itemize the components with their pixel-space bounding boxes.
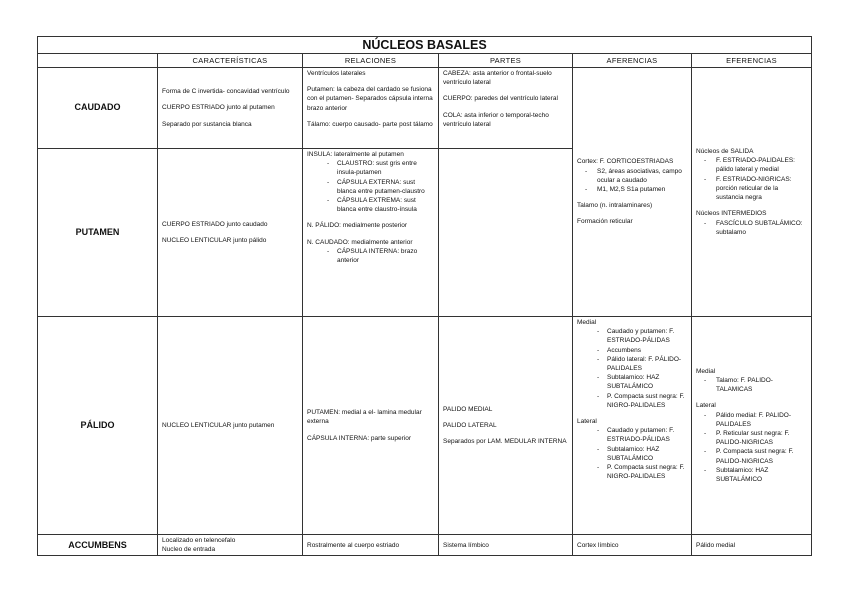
- text-line: PUTAMEN: medial a el- lamina medular externa: [307, 409, 422, 426]
- caudado-relaciones: [303, 68, 439, 149]
- text-line: Medial: [696, 367, 716, 375]
- text-line: Forma de C invertida- concavidad ventrículo: [162, 88, 290, 96]
- text-line: Formación reticular: [577, 218, 633, 226]
- row-palido: [38, 317, 812, 535]
- list-item: - Talamo: F. PALIDO-TALAMICAS: [696, 376, 807, 394]
- text-line: Cortex: F. CORTICOESTRIADAS: [577, 158, 674, 166]
- accumbens-caracteristicas: [158, 535, 303, 556]
- accumbens-relaciones: Rostralmente al cuerpo estriado: [303, 535, 439, 556]
- caudado-putamen-eferencias: [692, 68, 812, 317]
- text-line: CÁPSULA INTERNA: parte superior: [307, 434, 412, 442]
- text-line: NUCLEO LENTICULAR junto pálido: [162, 237, 267, 244]
- text-line: Separados por LAM. MEDULAR INTERNA: [443, 438, 567, 446]
- text-line: Separado por sustancia blanca: [162, 120, 252, 128]
- list-item: - P. Compacta sust negra: F. NIGRO-PALIDALES: [577, 463, 687, 481]
- putamen-caracteristicas: [158, 149, 303, 317]
- text-line: Núcleos de SALIDA: [696, 148, 754, 156]
- row-accumbens: [38, 535, 812, 556]
- header-empty: [38, 54, 158, 68]
- text-line: PALIDO LATERAL: [443, 421, 497, 429]
- palido-relaciones: [303, 317, 439, 535]
- list-item: - Caudado y putamen: F. ESTRIADO-PÁLIDAS: [577, 426, 687, 444]
- text-line: CUERPO ESTRIADO junto al putamen: [162, 104, 275, 112]
- row-label-accumbens: ACCUMBENS: [38, 535, 158, 556]
- text-line: Nucleo de entrada: [162, 546, 216, 554]
- header-aferencias: AFERENCIAS: [573, 54, 692, 68]
- row-label-palido: PÁLIDO: [38, 317, 158, 535]
- list-item: - P. Compacta sust negra: F. PALIDO-NIGRICAS: [696, 447, 807, 465]
- accumbens-aferencias: Cortex límbico: [573, 535, 692, 556]
- list-item: - FASCÍCULO SUBTALÁMICO: subtalamo: [696, 219, 807, 237]
- list-item: - CLAUSTRO: sust gris entre insula-putamen: [307, 159, 434, 177]
- list-item: - P. Reticular sust negra: F. PALIDO-NIGRICAS: [696, 429, 807, 447]
- text-line: NUCLEO LENTICULAR junto putamen: [162, 421, 275, 429]
- list-item: - Pálido lateral: F. PÁLIDO-PALIDALES: [577, 355, 687, 373]
- list-item: - F. ESTRIADO-NIGRICAS: porción reticular de la sustancia negra: [696, 175, 807, 203]
- caudado-putamen-aferencias: [573, 68, 692, 317]
- list-item: - Subtalamico: HAZ SUBTALÁMICO: [577, 373, 687, 391]
- text-line: PALIDO MEDIAL: [443, 405, 493, 413]
- list-item: - M1, M2,S S1a putamen: [577, 185, 687, 194]
- text-line: COLA: asta inferior o temporal-techo ventrículo lateral: [443, 111, 549, 128]
- text-line: N. CAUDADO: medialmente anterior: [307, 238, 413, 246]
- row-label-caudado: CAUDADO: [38, 68, 158, 149]
- text-line: Lateral: [577, 418, 597, 426]
- list-item: - Subtalamico: HAZ SUBTALÁMICO: [696, 466, 807, 484]
- header-relaciones: RELACIONES: [303, 54, 439, 68]
- list-item: - S2, áreas asociativas, campo ocular a caudado: [577, 167, 687, 185]
- accumbens-eferencias: Pálido medial: [692, 535, 812, 556]
- palido-eferencias: [692, 317, 812, 535]
- text-line: CABEZA: asta anterior o frontal-suelo ventrículo lateral: [443, 70, 552, 87]
- text-line: Lateral: [696, 402, 716, 410]
- row-label-putamen: PUTAMEN: [38, 149, 158, 317]
- caudado-partes: [439, 68, 573, 149]
- row-caudado: [38, 68, 812, 149]
- list-item: - Pálido medial: F. PALIDO-PALIDALES: [696, 411, 807, 429]
- text-line: INSULA: lateralmente al putamen: [307, 151, 404, 158]
- text-line: Medial: [577, 319, 597, 326]
- text-line: Localizado en telencefalo: [162, 537, 236, 544]
- list-item: - CÁPSULA EXTERNA: sust blanca entre putamen-claustro: [307, 178, 434, 196]
- list-item: - CÁPSULA EXTREMA: sust blanca entre claustro-ínsula: [307, 196, 434, 214]
- text-line: N. PÁLIDO: medialmente posterior: [307, 222, 408, 230]
- text-line: CUERPO: paredes del ventrículo lateral: [443, 95, 558, 103]
- list-item: - CÁPSULA INTERNA: brazo anterior: [307, 247, 434, 265]
- list-item: - Accumbens: [577, 346, 687, 355]
- text-line: Ventrículos laterales: [307, 70, 366, 77]
- accumbens-partes: Sistema límbico: [439, 535, 573, 556]
- putamen-relaciones: [303, 149, 439, 317]
- list-item: - Caudado y putamen: F. ESTRIADO-PÁLIDAS: [577, 327, 687, 345]
- list-item: - Subtalamico: HAZ SUBTALÁMICO: [577, 445, 687, 463]
- header-eferencias: EFERENCIAS: [692, 54, 812, 68]
- text-line: Putamen: la cabeza del cardado se fusiona con el putamen- Separados cápsula interna brazo anterior: [307, 86, 433, 112]
- putamen-partes: [439, 149, 573, 317]
- palido-aferencias: [573, 317, 692, 535]
- palido-partes: [439, 317, 573, 535]
- table-title: NÚCLEOS BASALES: [38, 37, 812, 54]
- palido-caracteristicas: [158, 317, 303, 535]
- text-line: Núcleos INTERMEDIOS: [696, 210, 767, 218]
- list-item: - P. Compacta sust negra: F. NIGRO-PALIDALES: [577, 392, 687, 410]
- nucleos-basales-table: [37, 36, 812, 556]
- header-caracteristicas: CARACTERÍSTICAS: [158, 54, 303, 68]
- text-line: Talamo (n. intralaminares): [577, 202, 653, 210]
- list-item: - F. ESTRIADO-PALIDALES: pálido lateral y medial: [696, 156, 807, 174]
- text-line: Tálamo: cuerpo causado- parte post tálamo: [307, 120, 433, 128]
- header-partes: PARTES: [439, 54, 573, 68]
- caudado-caracteristicas: [158, 68, 303, 149]
- text-line: CUERPO ESTRIADO junto caudado: [162, 220, 268, 228]
